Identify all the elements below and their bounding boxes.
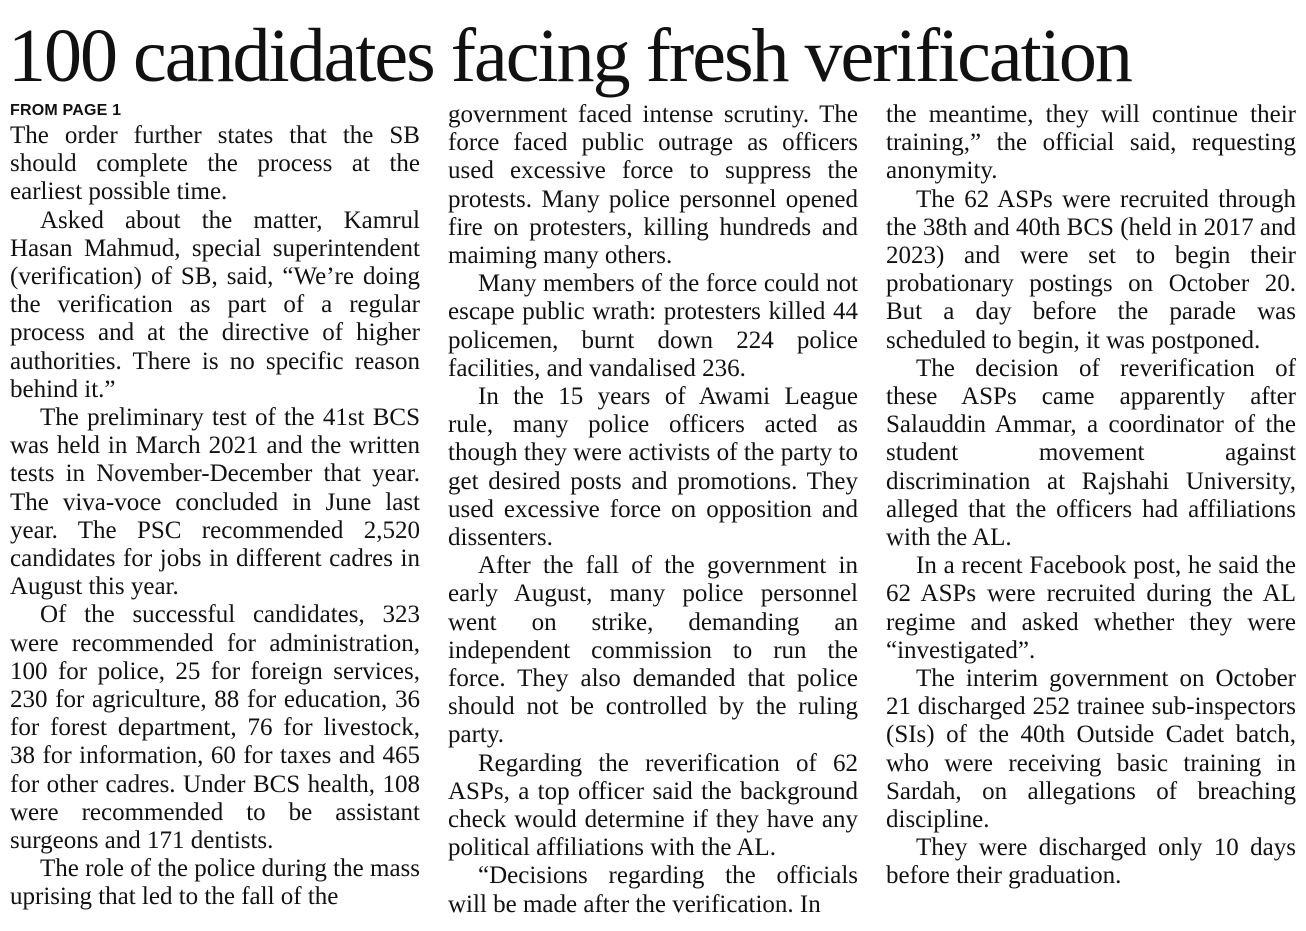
paragraph: “Decisions regarding the officials will be made after the verification. In xyxy=(448,862,858,918)
continuation-kicker: FROM PAGE 1 xyxy=(10,102,122,119)
paragraph: the meantime, they will continue their training,” the official said, requesting anonymity. xyxy=(886,101,1296,185)
article-column-2 xyxy=(448,101,858,919)
paragraph: The preliminary test of the 41st BCS was held in March 2021 and the written tests in November-December that year. The viva-voce concluded in June last year. The PSC recommended 2,520 candidates for jobs in different cadres in August this year. xyxy=(10,404,420,601)
paragraph: Asked about the matter, Kamrul Hasan Mahmud, special superintendent (verification) of SB, said, “We’re doing the verification as part of a regular process and at the directive of higher authorities. There is no specific reason behind it.” xyxy=(10,206,420,403)
paragraph: They were discharged only 10 days before their graduation. xyxy=(886,834,1296,890)
article-column-3 xyxy=(886,101,1296,891)
paragraph: Regarding the reverification of 62 ASPs, a top officer said the background check would determine if they have any political affiliations with the AL. xyxy=(448,749,858,862)
article-column-1 xyxy=(10,100,420,912)
paragraph: government faced intense scrutiny. The force faced public outrage as officers used excessive force to suppress the protests. Many police personnel opened fire on protesters, killing hundreds and maiming many others. xyxy=(448,101,858,270)
paragraph: In the 15 years of Awami League rule, many police officers acted as though they were activists of the party to get desired posts and promotions. They used excessive force on opposition and dissenters. xyxy=(448,383,858,552)
paragraph: The order further states that the SB should complete the process at the earliest possible time. xyxy=(10,122,420,206)
paragraph: The role of the police during the mass uprising that led to the fall of the xyxy=(10,855,420,911)
paragraph: Of the successful candidates, 323 were recommended for administration, 100 for police, 25 for foreign services, 230 for agriculture, 88 for education, 36 for forest department, 76 for livestock, 38 for information, 60 for taxes and 465 for other cadres. Under BCS health, 108 were recommended to be assistant surgeons and 171 dentists. xyxy=(10,601,420,855)
paragraph: After the fall of the government in early August, many police personnel went on strike, demanding an independent commission to run the force. They also demanded that police should not be controlled by the ruling party. xyxy=(448,552,858,749)
paragraph: In a recent Facebook post, he said the 62 ASPs were recruited during the AL regime and asked whether they were “investigated”. xyxy=(886,552,1296,664)
headline: 100 candidates facing fresh verification xyxy=(8,14,1131,98)
paragraph: Many members of the force could not escape public wrath: protesters killed 44 policemen, burnt down 224 police facilities, and vandalised 236. xyxy=(448,270,858,382)
paragraph: The interim government on October 21 discharged 252 trainee sub-inspectors (SIs) of the 40th Outside Cadet batch, who were receiving basic training in Sardah, on allegations of breaching discipline. xyxy=(886,665,1296,834)
paragraph: The 62 ASPs were recruited through the 38th and 40th BCS (held in 2017 and 2023) and were set to begin their probationary postings on October 20. But a day before the parade was scheduled to begin, it was postponed. xyxy=(886,185,1296,354)
paragraph: The decision of reverification of these ASPs came apparently after Salauddin Ammar, a coordinator of the student movement against discrimination at Rajshahi University, alleged that the officers had affiliations with the AL. xyxy=(886,354,1296,552)
